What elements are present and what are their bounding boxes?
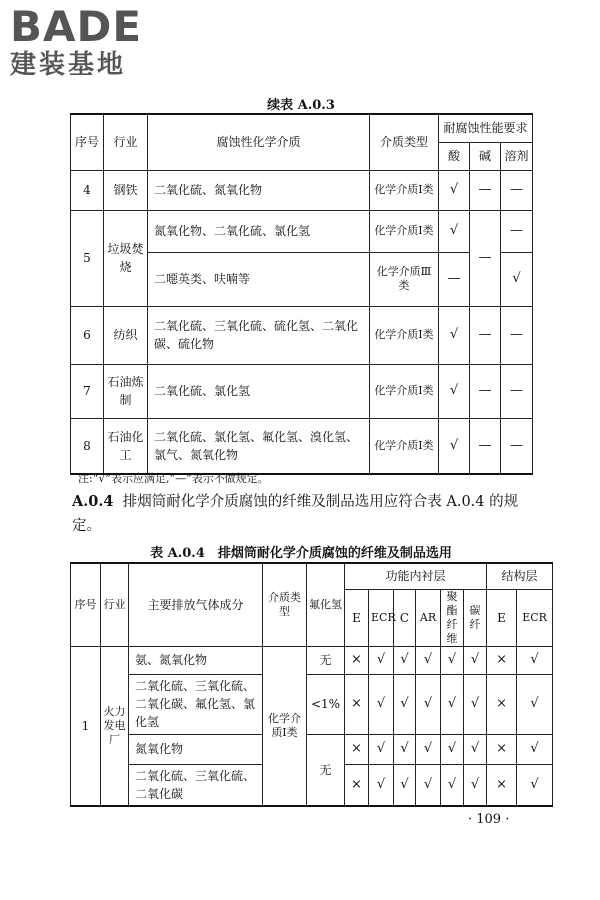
t2-header-polyester: 聚酯纤维	[441, 589, 464, 646]
t2-header-type: 介质类型	[263, 563, 307, 646]
t2-header-liner: 功能内衬层	[345, 563, 487, 589]
t2-header-e: E	[345, 589, 369, 646]
t2-header-c: C	[394, 589, 416, 646]
clause-number: A.0.4	[72, 493, 114, 510]
brand-logo	[10, 4, 142, 80]
page-number: · 109 ·	[468, 812, 510, 827]
logo-subtitle: 建装基地	[10, 50, 127, 80]
table-row: 8 石油化工 二氧化硫、氯化氢、氟化氢、溴化氢、氯气、氮氧化物 化学介质Ⅰ类 √ — —	[71, 418, 533, 474]
header-alkali: 碱	[470, 142, 501, 170]
table-row: 二氧化硫、三氧化硫、二氧化碳、氟化氢、氯化氢 <1% × √ √ √ √ √ × √	[71, 674, 553, 734]
t2-header-no: 序号	[71, 563, 101, 646]
table-row: 6 纺织 二氧化硫、三氧化硫、硫化氢、二氧化碳、硫化物 化学介质Ⅰ类 √ — —	[71, 306, 533, 364]
header-medium: 腐蚀性化学介质	[148, 114, 370, 170]
t2-header-s-e: E	[487, 589, 517, 646]
t2-header-industry: 行业	[101, 563, 129, 646]
table-row: 5 垃圾焚烧 氮氧化物、二氧化硫、氯化氢 化学介质Ⅰ类 √ — —	[71, 210, 533, 252]
table-row: 二氧化硫、三氧化硫、二氧化碳 × √ √ √ √ √ × √	[71, 764, 553, 806]
table-a03-continued	[70, 113, 533, 475]
header-no: 序号	[71, 114, 104, 170]
header-industry: 行业	[104, 114, 148, 170]
table-row: 氮氧化物 无 × √ √ √ √ √ × √	[71, 734, 553, 764]
t2-header-hf: 氟化氢	[307, 563, 345, 646]
clause-text: 排烟筒耐化学介质腐蚀的纤维及制品选用应符合表 A.0.4 的规定。	[72, 494, 519, 534]
t2-header-ecr: ECR	[369, 589, 394, 646]
t2-header-structural: 结构层	[487, 563, 553, 589]
table-row: 7 石油炼制 二氧化硫、氯化氢 化学介质Ⅰ类 √ — —	[71, 364, 533, 418]
table1-caption: 续表 A.0.3	[267, 98, 335, 113]
table-row: 4 钢铁 二氧化硫、氮氧化物 化学介质Ⅰ类 √ — —	[71, 170, 533, 210]
table1-note: 注:“√”表示应满足,“—”表示不做规定。	[78, 472, 269, 485]
header-requirement: 耐腐蚀性能要求	[439, 114, 533, 142]
clause-a04	[72, 490, 534, 538]
table-row: 二噁英类、呋喃等 化学介质Ⅲ类 — √	[71, 252, 533, 306]
t2-header-ar: AR	[416, 589, 441, 646]
logo-word: BADE	[10, 2, 143, 51]
header-type: 介质类型	[370, 114, 439, 170]
table-row: 1 火力发电厂 氨、氮氧化物 化学介质Ⅰ类 无 × √ √ √ √ √ × √	[71, 646, 553, 674]
t2-header-s-ecr: ECR	[517, 589, 553, 646]
table2-caption: 表 A.0.4 排烟筒耐化学介质腐蚀的纤维及制品选用	[150, 546, 452, 561]
table-a04	[70, 562, 553, 807]
t2-header-gas: 主要排放气体成分	[129, 563, 263, 646]
header-solvent: 溶剂	[501, 142, 533, 170]
t2-header-carbon: 碳纤	[464, 589, 487, 646]
header-acid: 酸	[439, 142, 470, 170]
